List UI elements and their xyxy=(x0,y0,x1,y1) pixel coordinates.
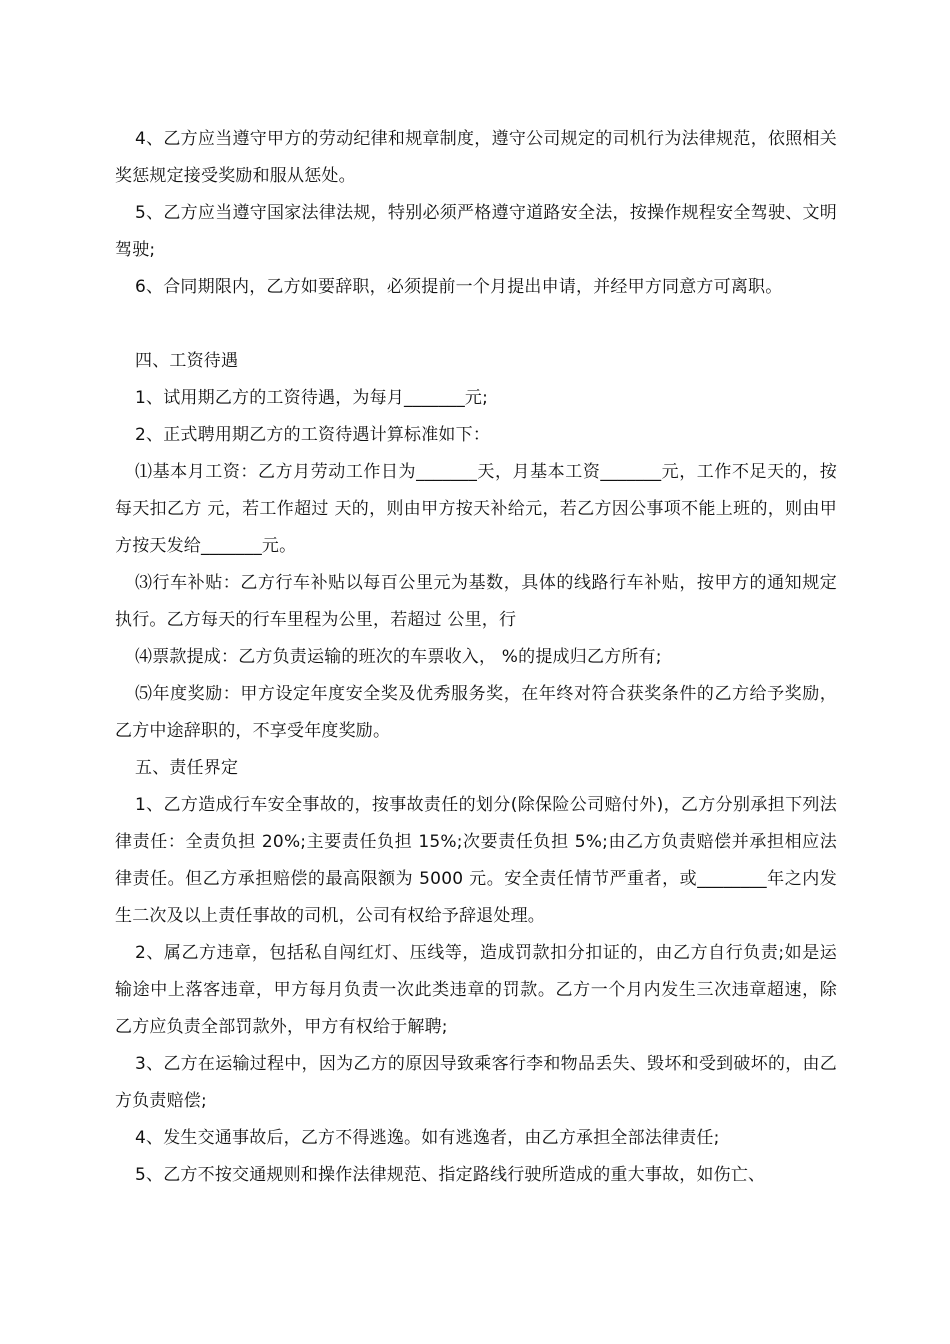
section-heading-liability: 五、责任界定 xyxy=(135,758,239,778)
paragraph-formal-wage: 2、正式聘用期乙方的工资待遇计算标准如下： xyxy=(135,425,491,445)
document-body xyxy=(115,121,837,1194)
blank-line xyxy=(115,306,837,343)
paragraph-liability-1: 1、乙方造成行车安全事故的，按事故责任的划分(除保险公司赔付外)，乙方分别承担下列法律责任：全责负担 20%;主要责任负担 15%;次要责任负担 5%;由乙方负责赔偿并承担相应法律责任。但乙方承担赔偿的最高限额为 5000 元。安全责任情节严重者，或________年之内发生二次及以上责任事故的司机，公司有权给予辞退处理。 xyxy=(115,795,837,926)
paragraph-probation-wage: 1、试用期乙方的工资待遇，为每月_______元; xyxy=(135,388,489,408)
paragraph-driving-allowance: ⑶行车补贴：乙方行车补贴以每百公里元为基数，具体的线路行车补贴，按甲方的通知规定执行。乙方每天的行车里程为公里，若超过 公里，行 xyxy=(115,573,837,630)
paragraph-base-salary: ⑴基本月工资：乙方月劳动工作日为_______天，月基本工资_______元，工作不足天的，按每天扣乙方 元，若工作超过 天的，则由甲方按天补给元，若乙方因公事项不能上班的，则由甲方按天发给_______元。 xyxy=(115,462,837,556)
paragraph-annual-bonus: ⑸年度奖励：甲方设定年度安全奖及优秀服务奖，在年终对符合获奖条件的乙方给予奖励，乙方中途辞职的，不享受年度奖励。 xyxy=(115,684,837,741)
paragraph-clause-6: 6、合同期限内，乙方如要辞职，必须提前一个月提出申请，并经甲方同意方可离职。 xyxy=(135,277,783,297)
paragraph-liability-3: 3、乙方在运输过程中，因为乙方的原因导致乘客行李和物品丢失、毁坏和受到破坏的，由乙方负责赔偿; xyxy=(115,1054,837,1111)
paragraph-clause-4: 4、乙方应当遵守甲方的劳动纪律和规章制度，遵守公司规定的司机行为法律规范，依照相关奖惩规定接受奖励和服从惩处。 xyxy=(115,129,837,186)
paragraph-liability-2: 2、属乙方违章，包括私自闯红灯、压线等，造成罚款扣分扣证的，由乙方自行负责;如是运输途中上落客违章，甲方每月负责一次此类违章的罚款。乙方一个月内发生三次违章超速，除乙方应负责全部罚款外，甲方有权给于解聘; xyxy=(115,943,837,1037)
section-heading-wages: 四、工资待遇 xyxy=(135,351,239,371)
paragraph-liability-5: 5、乙方不按交通规则和操作法律规范、指定路线行驶所造成的重大事故，如伤亡、 xyxy=(135,1165,766,1185)
paragraph-ticket-commission: ⑷票款提成：乙方负责运输的班次的车票收入， %的提成归乙方所有; xyxy=(135,647,662,667)
paragraph-clause-5: 5、乙方应当遵守国家法律法规，特别必须严格遵守道路安全法，按操作规程安全驾驶、文明驾驶; xyxy=(115,203,837,260)
paragraph-liability-4: 4、发生交通事故后，乙方不得逃逸。如有逃逸者，由乙方承担全部法律责任; xyxy=(135,1128,720,1148)
